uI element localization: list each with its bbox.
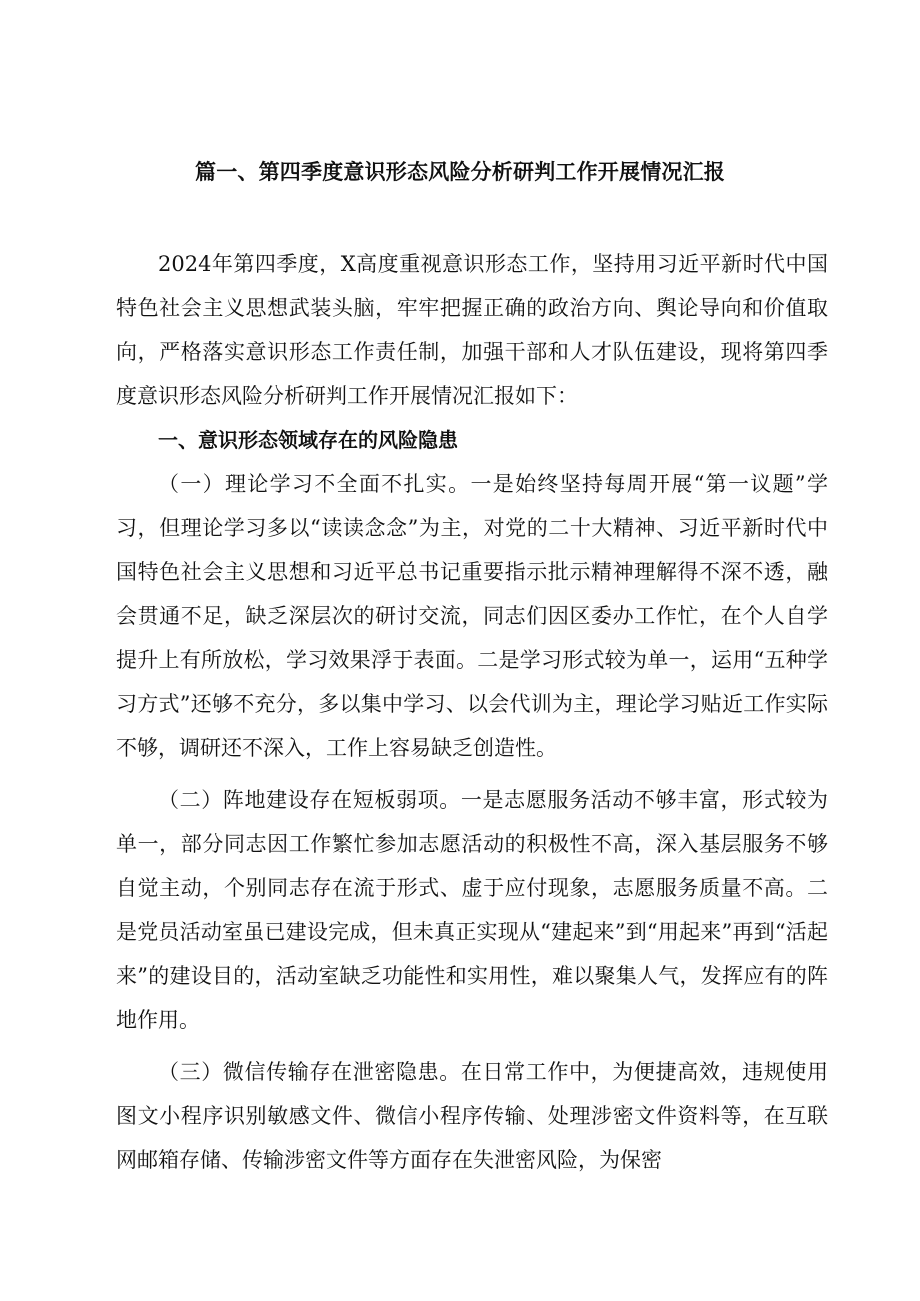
document-body xyxy=(116,242,828,1182)
section-heading-risks: 一、意识形态领域存在的风险隐患 xyxy=(158,428,458,452)
document-title: 篇一、第四季度意识形态风险分析研判工作开展情况汇报 xyxy=(195,160,725,184)
paragraph-theory-study: （一）理论学习不全面不扎实。一是始终坚持每周开展“第一议题”学习，但理论学习多以“读读念念”为主，对党的二十大精神、习近平新时代中国特色社会主义思想和习近平总书记重要指示批示精神理解得不深不透，融会贯通不足，缺乏深层次的研讨交流，同志们因区委办工作忙，在个人自学提升上有所放松，学习效果浮于表面。二是学习形式较为单一，运用“五种学习方式”还够不充分，多以集中学习、以会代训为主，理论学习贴近工作实际不够，调研还不深入，工作上容易缺乏创造性。 xyxy=(116,472,828,760)
intro-paragraph: 2024年第四季度，X高度重视意识形态工作，坚持用习近平新时代中国特色社会主义思想武装头脑，牢牢把握正确的政治方向、舆论导向和价值取向，严格落实意识形态工作责任制，加强干部和人才队伍建设，现将第四季度意识形态风险分析研判工作开展情况汇报如下： xyxy=(116,252,828,408)
paragraph-position-building: （二）阵地建设存在短板弱项。一是志愿服务活动不够丰富，形式较为单一，部分同志因工作繁忙参加志愿活动的积极性不高，深入基层服务不够自觉主动，个别同志存在流于形式、虚于应付现象，志愿服务质量不高。二是党员活动室虽已建设完成，但未真正实现从“建起来”到“用起来”再到“活起来”的建设目的，活动室缺乏功能性和实用性，难以聚集人气，发挥应有的阵地作用。 xyxy=(116,788,828,1032)
paragraph-wechat-leak-risk: （三）微信传输存在泄密隐患。在日常工作中，为便捷高效，违规使用图文小程序识别敏感文件、微信小程序传输、处理涉密文件资料等，在互联网邮箱存储、传输涉密文件等方面存在失泄密风险，为保密 xyxy=(116,1060,828,1172)
